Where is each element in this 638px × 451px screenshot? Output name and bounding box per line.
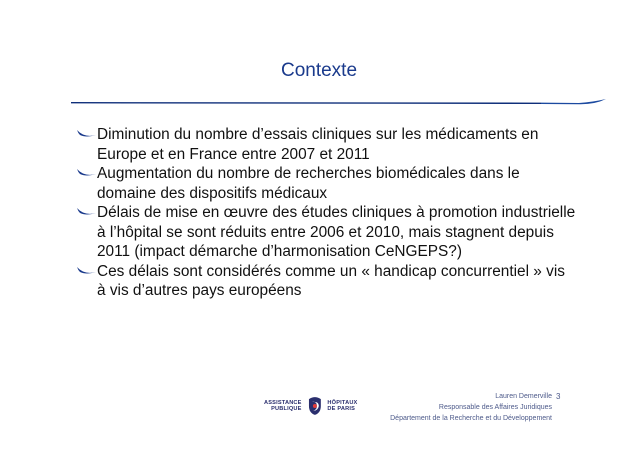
swoosh-bullet-icon	[77, 128, 96, 139]
footer-credits	[292, 391, 552, 424]
bullet-list	[77, 125, 577, 301]
footer-department: Département de la Recherche et du Développement	[390, 415, 552, 422]
footer-author: Lauren Demerville	[495, 393, 552, 400]
swoosh-bullet-icon	[77, 265, 96, 276]
slide-title: Contexte	[280, 60, 358, 81]
bullet-text: Diminution du nombre d’essais cliniques sur les médicaments en Europe et en France entre 2007 et 2011	[97, 126, 539, 163]
swoosh-bullet-icon	[77, 206, 96, 217]
footer-role: Responsable des Affaires Juridiques	[438, 404, 552, 411]
bullet-item	[77, 164, 577, 203]
page-number: 3	[556, 392, 561, 401]
bullet-text: Ces délais sont considérés comme un « handicap concurrentiel » vis à vis d’autres pays européens	[97, 262, 565, 299]
bullet-text: Délais de mise en œuvre des études cliniques à promotion industrielle à l’hôpital se sont réduits entre 2006 et 2010, mais stagnent depuis 2011 (impact démarche d’harmonisation CeNGEPS?)	[97, 204, 576, 260]
logo-text-left: ASSISTANCE PUBLIQUE	[263, 399, 302, 412]
logo-text-right: HÔPITAUX DE PARIS	[327, 399, 358, 412]
bullet-item	[77, 125, 577, 164]
bullet-item	[77, 262, 577, 301]
bullet-item	[77, 203, 577, 262]
swoosh-bullet-icon	[77, 167, 96, 178]
bullet-text: Augmentation du nombre de recherches biomédicales dans le domaine des dispositifs médicaux	[97, 165, 520, 202]
title-underline-rule	[71, 98, 606, 108]
